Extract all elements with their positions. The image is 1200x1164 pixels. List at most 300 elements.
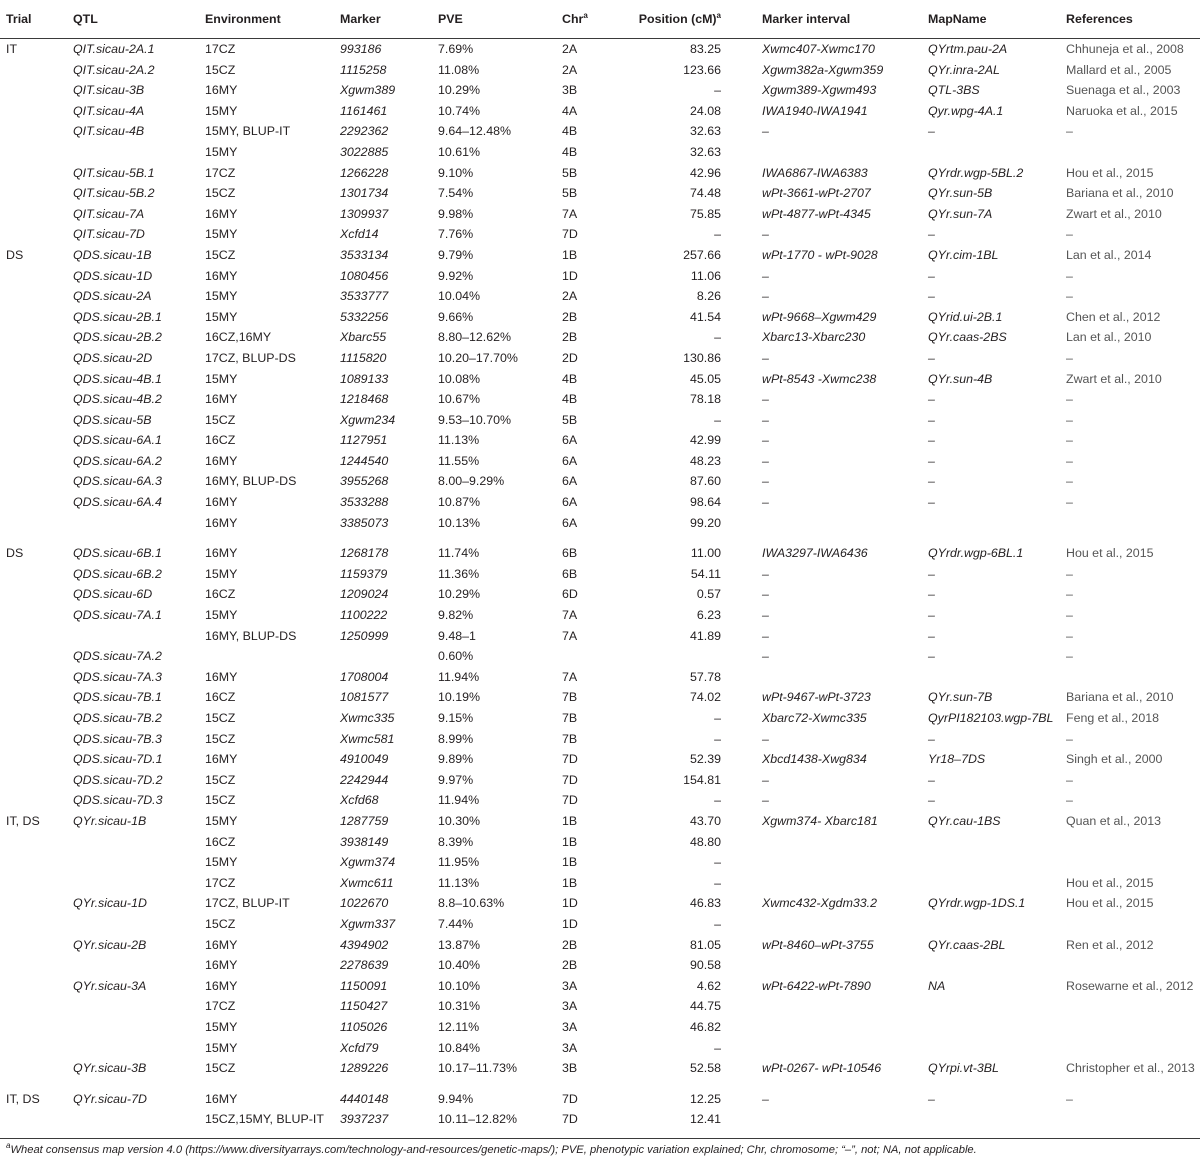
cell-reference: Lan et al., 2014 <box>1066 247 1152 262</box>
table-header-row <box>0 0 1200 39</box>
cell-chr: 2B <box>562 958 578 973</box>
cell-position: – <box>714 412 721 427</box>
table-row <box>0 1109 1200 1130</box>
cell-environment: 16MY <box>205 453 238 468</box>
cell-reference: – <box>1066 289 1073 304</box>
cell-reference: – <box>1066 474 1073 489</box>
table-row <box>0 1017 1200 1038</box>
cell-marker: 3938149 <box>340 834 389 849</box>
cell-marker: 1244540 <box>340 453 389 468</box>
cell-pve: 10.30% <box>438 813 481 828</box>
table-row <box>0 266 1200 287</box>
cell-marker: 1089133 <box>340 371 389 386</box>
cell-reference: Hou et al., 2015 <box>1066 546 1154 561</box>
table-row <box>0 389 1200 410</box>
table-row <box>0 790 1200 811</box>
cell-marker: Xwmc335 <box>340 711 395 725</box>
table-row <box>0 410 1200 431</box>
table-row <box>0 245 1200 266</box>
cell-mapname: – <box>928 1091 935 1106</box>
cell-marker: 1081577 <box>340 690 389 705</box>
cell-pve: 11.55% <box>438 453 480 468</box>
cell-marker-interval: wPt-3661-wPt-2707 <box>762 186 871 201</box>
cell-mapname: QYr.inra-2AL <box>928 62 1000 77</box>
cell-chr: 5B <box>562 165 578 180</box>
cell-position: 12.41 <box>689 1112 721 1127</box>
cell-mapname: – <box>928 608 935 623</box>
cell-marker: 3533288 <box>340 495 389 510</box>
cell-marker: 3955268 <box>340 474 389 489</box>
cell-pve: 8.39% <box>438 834 474 849</box>
cell-marker-interval: – <box>762 227 769 242</box>
cell-reference: Bariana et al., 2010 <box>1066 186 1174 201</box>
table-row <box>0 687 1200 708</box>
cell-mapname: QTL-3BS <box>928 83 980 98</box>
cell-pve: 9.79% <box>438 247 474 262</box>
cell-chr: 6B <box>562 546 578 561</box>
cell-pve: 9.15% <box>438 711 474 725</box>
cell-reference: – <box>1066 392 1073 407</box>
cell-marker: 1266228 <box>340 165 389 180</box>
cell-mapname: QYr.sun-4B <box>928 371 993 386</box>
cell-environment: 15CZ <box>205 412 236 427</box>
cell-chr: 4A <box>562 103 578 118</box>
cell-qtl: QDS.sicau-7A.1 <box>73 608 162 623</box>
table-row <box>0 749 1200 770</box>
cell-marker-interval: IWA3297-IWA6436 <box>762 546 868 561</box>
cell-pve: 7.44% <box>438 916 474 931</box>
cell-marker-interval: – <box>762 268 769 283</box>
cell-qtl: QDS.sicau-2B.2 <box>73 330 162 345</box>
cell-reference: Bariana et al., 2010 <box>1066 690 1174 705</box>
cell-pve: 10.74% <box>438 103 481 118</box>
cell-environment: 15CZ <box>205 186 236 201</box>
cell-environment: 15MY <box>205 309 238 324</box>
cell-environment: 15CZ <box>205 772 236 787</box>
cell-marker: 2278639 <box>340 958 389 973</box>
table-row <box>0 605 1200 626</box>
cell-marker: 4910049 <box>340 752 389 767</box>
cell-pve: 11.94% <box>438 793 480 808</box>
cell-mapname: QyrPI182103.wgp-7BL <box>928 711 1054 725</box>
cell-environment: 16CZ <box>205 690 236 705</box>
cell-chr: 6A <box>562 453 578 468</box>
cell-qtl: QDS.sicau-1D <box>73 268 153 283</box>
header-marker: Marker <box>340 12 381 26</box>
cell-position: 46.83 <box>689 896 721 911</box>
cell-environment: 15CZ <box>205 62 236 77</box>
cell-position: 52.39 <box>689 752 721 767</box>
cell-position: 43.70 <box>689 813 721 828</box>
cell-pve: 7.76% <box>438 227 474 242</box>
cell-position: – <box>714 83 721 98</box>
cell-position: 32.63 <box>689 124 721 139</box>
cell-marker: 1250999 <box>340 628 389 643</box>
cell-environment: 16MY <box>205 752 238 767</box>
cell-environment: 15MY <box>205 227 238 242</box>
cell-trial: IT, DS <box>6 813 40 828</box>
cell-qtl: QDS.sicau-5B <box>73 412 152 427</box>
cell-qtl: QDS.sicau-2B.1 <box>73 309 162 324</box>
cell-chr: 1B <box>562 855 578 870</box>
table-row <box>0 646 1200 667</box>
cell-pve: 10.29% <box>438 83 481 98</box>
footnote-text: Wheat consensus map version 4.0 (https://www.diversityarrays.com/technology-and-resources/genetic-maps/); PVE, phenotypic variation explained; Chr, chromosome; “–”, not; NA, not applicable. <box>10 1144 977 1156</box>
cell-reference: Rosewarne et al., 2012 <box>1066 978 1194 993</box>
cell-pve: 10.29% <box>438 587 481 602</box>
cell-environment: 17CZ <box>205 999 236 1014</box>
table-row <box>0 1058 1200 1079</box>
cell-position: 87.60 <box>689 474 721 489</box>
cell-marker-interval: Xwmc407-Xwmc170 <box>762 42 875 56</box>
table-row <box>0 513 1200 534</box>
cell-mapname: – <box>928 412 935 427</box>
cell-marker: 4440148 <box>340 1091 389 1106</box>
cell-pve: 7.54% <box>438 186 474 201</box>
cell-qtl: QDS.sicau-6A.4 <box>73 495 162 510</box>
cell-marker: 3937237 <box>340 1112 389 1127</box>
cell-qtl: QYr.sicau-7D <box>73 1091 147 1106</box>
cell-qtl: QDS.sicau-6A.1 <box>73 433 162 448</box>
cell-marker-interval: – <box>762 1091 769 1106</box>
table-row <box>0 914 1200 935</box>
cell-chr: 2D <box>562 350 578 365</box>
cell-reference: Naruoka et al., 2015 <box>1066 103 1178 118</box>
cell-reference: – <box>1066 124 1073 139</box>
cell-trial: IT <box>6 42 18 56</box>
table-row <box>0 832 1200 853</box>
cell-environment: 16MY <box>205 958 238 973</box>
cell-qtl: QDS.sicau-6D <box>73 587 153 602</box>
cell-chr: 7A <box>562 608 578 623</box>
cell-position: 4.62 <box>696 978 721 993</box>
cell-reference: – <box>1066 731 1073 746</box>
cell-pve: 11.13% <box>438 875 480 890</box>
table-row <box>0 492 1200 513</box>
cell-position: 48.80 <box>689 834 721 849</box>
table-row <box>0 39 1200 60</box>
cell-pve: 11.74% <box>438 546 480 561</box>
cell-reference: Quan et al., 2013 <box>1066 813 1162 828</box>
cell-marker-interval: – <box>762 412 769 427</box>
cell-position: 123.66 <box>683 62 721 77</box>
cell-mapname: QYrdr.wgp-6BL.1 <box>928 546 1024 561</box>
cell-marker-interval: – <box>762 649 769 664</box>
cell-pve: 10.13% <box>438 515 481 530</box>
cell-position: 57.78 <box>689 669 721 684</box>
cell-position: 99.20 <box>689 515 721 530</box>
cell-marker-interval: – <box>762 433 769 448</box>
cell-marker: 1209024 <box>340 587 389 602</box>
cell-position: 74.48 <box>689 186 721 201</box>
cell-environment: 15CZ <box>205 247 236 262</box>
cell-reference: Mallard et al., 2005 <box>1066 62 1172 77</box>
header-position-superscript: a <box>716 11 721 20</box>
table-footnote <box>6 1141 977 1156</box>
cell-environment: 17CZ, BLUP-IT <box>205 896 290 911</box>
cell-marker: Xcfd68 <box>340 793 379 808</box>
cell-chr: 6A <box>562 495 578 510</box>
cell-reference: – <box>1066 649 1073 664</box>
cell-marker: 3385073 <box>340 515 389 530</box>
cell-chr: 7D <box>562 772 578 787</box>
cell-chr: 1D <box>562 896 578 911</box>
cell-marker-interval: IWA1940-IWA1941 <box>762 103 868 118</box>
cell-pve: 10.10% <box>438 978 481 993</box>
cell-environment: 16MY <box>205 495 238 510</box>
cell-chr: 1B <box>562 813 578 828</box>
cell-mapname: – <box>928 392 935 407</box>
header-mapname: MapName <box>928 12 987 26</box>
cell-mapname: QYr.sun-7A <box>928 206 993 221</box>
header-marker-interval: Marker interval <box>762 12 851 26</box>
header-chr <box>562 0 588 38</box>
cell-chr: 3B <box>562 83 578 98</box>
cell-pve: 10.04% <box>438 289 481 304</box>
cell-mapname: – <box>928 268 935 283</box>
cell-marker: 1309937 <box>340 206 389 221</box>
cell-chr: 4B <box>562 124 578 139</box>
cell-position: 42.96 <box>689 165 721 180</box>
cell-marker-interval: – <box>762 474 769 489</box>
cell-chr: 1B <box>562 834 578 849</box>
table-row <box>0 955 1200 976</box>
cell-chr: 7A <box>562 628 578 643</box>
cell-marker: 2242944 <box>340 772 389 787</box>
cell-marker-interval: IWA6867-IWA6383 <box>762 165 868 180</box>
cell-marker-interval: Xbarc13-Xbarc230 <box>762 330 866 345</box>
cell-chr: 1D <box>562 268 578 283</box>
table-row <box>0 811 1200 832</box>
cell-pve: 9.98% <box>438 206 474 221</box>
cell-pve: 0.60% <box>438 649 474 664</box>
cell-position: – <box>714 227 721 242</box>
header-position-label: Position (cM) <box>638 12 717 26</box>
cell-reference: Suenaga et al., 2003 <box>1066 83 1181 98</box>
cell-chr: 3A <box>562 999 578 1014</box>
cell-pve: 8.80–12.62% <box>438 330 512 345</box>
cell-position: – <box>714 916 721 931</box>
cell-marker: Xgwm234 <box>340 412 396 427</box>
cell-chr: 2B <box>562 330 578 345</box>
cell-qtl: QDS.sicau-7A.2 <box>73 649 162 664</box>
cell-mapname: QYr.cau-1BS <box>928 813 1001 828</box>
table-row <box>0 327 1200 348</box>
cell-position: 41.89 <box>689 628 721 643</box>
cell-position: 46.82 <box>689 1019 721 1034</box>
table-row <box>0 348 1200 369</box>
table-row <box>0 893 1200 914</box>
cell-marker-interval: – <box>762 772 769 787</box>
cell-reference: Chhuneja et al., 2008 <box>1066 42 1184 56</box>
cell-pve: 12.11% <box>438 1019 480 1034</box>
cell-pve: 13.87% <box>438 937 481 952</box>
cell-environment: 16MY <box>205 937 238 952</box>
cell-position: 54.11 <box>690 566 721 581</box>
cell-qtl: QYr.sicau-3A <box>73 978 147 993</box>
cell-reference: Zwart et al., 2010 <box>1066 371 1162 386</box>
cell-chr: 5B <box>562 186 578 201</box>
table-row <box>0 976 1200 997</box>
cell-reference: – <box>1066 412 1073 427</box>
table-row <box>0 183 1200 204</box>
cell-mapname: – <box>928 649 935 664</box>
cell-mapname: – <box>928 793 935 808</box>
cell-chr: 4B <box>562 144 578 159</box>
table-row <box>0 770 1200 791</box>
header-position <box>620 0 721 38</box>
table-body <box>0 39 1200 1130</box>
cell-qtl: QIT.sicau-7A <box>73 206 145 221</box>
cell-pve: 10.40% <box>438 958 481 973</box>
cell-marker: Xgwm337 <box>340 916 396 931</box>
cell-qtl: QIT.sicau-5B.2 <box>73 186 155 201</box>
cell-mapname: Qyr.wpg-4A.1 <box>928 103 1004 118</box>
cell-environment: 16MY <box>205 515 238 530</box>
cell-environment: 16CZ <box>205 587 236 602</box>
header-trial: Trial <box>6 12 32 26</box>
table-row <box>0 873 1200 894</box>
cell-mapname: – <box>928 289 935 304</box>
cell-chr: 7D <box>562 1091 578 1106</box>
cell-marker: 3022885 <box>340 144 389 159</box>
cell-environment: 15CZ <box>205 916 236 931</box>
cell-pve: 9.97% <box>438 772 474 787</box>
header-qtl: QTL <box>73 12 98 26</box>
cell-environment: 16MY <box>205 669 238 684</box>
cell-qtl: QIT.sicau-4A <box>73 103 145 118</box>
cell-reference: – <box>1066 608 1073 623</box>
table-row <box>0 996 1200 1017</box>
cell-environment: 17CZ, BLUP-DS <box>205 350 296 365</box>
cell-marker: 1127951 <box>340 433 388 448</box>
cell-qtl: QDS.sicau-2A <box>73 289 152 304</box>
table-row <box>0 369 1200 390</box>
table-row <box>0 451 1200 472</box>
cell-chr: 6A <box>562 515 578 530</box>
cell-mapname: – <box>928 731 935 746</box>
cell-position: 45.05 <box>689 371 721 386</box>
cell-position: 78.18 <box>689 392 721 407</box>
cell-marker-interval: wPt-0267- wPt-10546 <box>762 1061 882 1076</box>
cell-qtl: QDS.sicau-6A.3 <box>73 474 162 489</box>
cell-marker: 1022670 <box>340 896 389 911</box>
cell-reference: – <box>1066 628 1073 643</box>
cell-qtl: QDS.sicau-6B.1 <box>73 546 162 561</box>
table-row <box>0 708 1200 729</box>
table-row <box>0 471 1200 492</box>
cell-marker: 1161461 <box>340 103 388 118</box>
cell-qtl: QDS.sicau-7B.3 <box>73 731 162 746</box>
cell-pve: 11.36% <box>438 566 480 581</box>
cell-position: 11.06 <box>690 268 721 283</box>
cell-environment: 16MY <box>205 206 238 221</box>
header-chr-superscript: a <box>583 11 588 20</box>
cell-qtl: QYr.sicau-2B <box>73 937 147 952</box>
cell-environment: 15MY <box>205 103 238 118</box>
table-row <box>0 543 1200 564</box>
cell-pve: 10.84% <box>438 1040 481 1055</box>
cell-qtl: QIT.sicau-2A.1 <box>73 42 155 56</box>
cell-qtl: QDS.sicau-6B.2 <box>73 566 162 581</box>
cell-marker: 1268178 <box>340 546 389 561</box>
cell-environment: 15MY <box>205 1040 238 1055</box>
cell-reference: – <box>1066 433 1073 448</box>
cell-environment: 15MY <box>205 144 238 159</box>
cell-marker: Xbarc55 <box>340 330 387 345</box>
table-row <box>0 307 1200 328</box>
cell-marker-interval: – <box>762 566 769 581</box>
cell-environment: 16MY <box>205 978 238 993</box>
cell-marker: 4394902 <box>340 937 389 952</box>
cell-environment: 17CZ <box>205 165 236 180</box>
cell-mapname: – <box>928 453 935 468</box>
cell-pve: 8.8–10.63% <box>438 896 505 911</box>
cell-mapname: QYr.sun-7B <box>928 690 993 705</box>
cell-qtl: QDS.sicau-6A.2 <box>73 453 162 468</box>
table-row <box>0 163 1200 184</box>
cell-position: 42.99 <box>689 433 721 448</box>
cell-marker: 1289226 <box>340 1061 389 1076</box>
header-pve: PVE <box>438 12 463 26</box>
cell-position: – <box>714 855 721 870</box>
cell-mapname: – <box>928 474 935 489</box>
cell-mapname: QYrid.ui-2B.1 <box>928 309 1003 324</box>
cell-pve: 10.61% <box>438 144 481 159</box>
cell-chr: 3B <box>562 1061 578 1076</box>
cell-reference: – <box>1066 453 1073 468</box>
cell-marker: 5332256 <box>340 309 389 324</box>
cell-mapname: – <box>928 772 935 787</box>
cell-marker-interval: wPt-6422-wPt-7890 <box>762 978 871 993</box>
cell-pve: 10.17–11.73% <box>438 1061 518 1076</box>
cell-pve: 9.53–10.70% <box>438 412 512 427</box>
cell-chr: 7D <box>562 752 578 767</box>
cell-chr: 1B <box>562 247 578 262</box>
cell-pve: 10.19% <box>438 690 481 705</box>
cell-marker: 1115820 <box>340 350 387 365</box>
cell-qtl: QIT.sicau-2A.2 <box>73 62 155 77</box>
cell-position: – <box>714 711 721 725</box>
cell-marker-interval: wPt-4877-wPt-4345 <box>762 206 871 221</box>
cell-environment: 15CZ <box>205 711 236 725</box>
cell-mapname: QYr.caas-2BL <box>928 937 1006 952</box>
cell-position: 6.23 <box>696 608 721 623</box>
cell-marker-interval: wPt-9668–Xgwm429 <box>762 309 877 324</box>
table-row <box>0 667 1200 688</box>
cell-qtl: QDS.sicau-7D.2 <box>73 772 163 787</box>
cell-position: 75.85 <box>689 206 721 221</box>
cell-environment: 16MY <box>205 268 238 283</box>
cell-qtl: QDS.sicau-7D.3 <box>73 793 163 808</box>
header-chr-label: Chr <box>562 12 584 26</box>
cell-pve: 7.69% <box>438 42 474 56</box>
cell-pve: 9.82% <box>438 608 474 623</box>
cell-pve: 11.13% <box>438 433 480 448</box>
cell-position: 98.64 <box>689 495 721 510</box>
cell-environment: 16MY <box>205 546 238 561</box>
cell-position: 257.66 <box>683 247 721 262</box>
table-row <box>0 286 1200 307</box>
cell-chr: 3A <box>562 1040 578 1055</box>
cell-environment: 15CZ,15MY, BLUP-IT <box>205 1112 324 1127</box>
cell-pve: 10.87% <box>438 495 481 510</box>
cell-mapname: – <box>928 350 935 365</box>
cell-reference: Lan et al., 2010 <box>1066 330 1152 345</box>
cell-qtl: QDS.sicau-4B.1 <box>73 371 162 386</box>
table-row <box>0 142 1200 163</box>
header-environment: Environment <box>205 12 281 26</box>
